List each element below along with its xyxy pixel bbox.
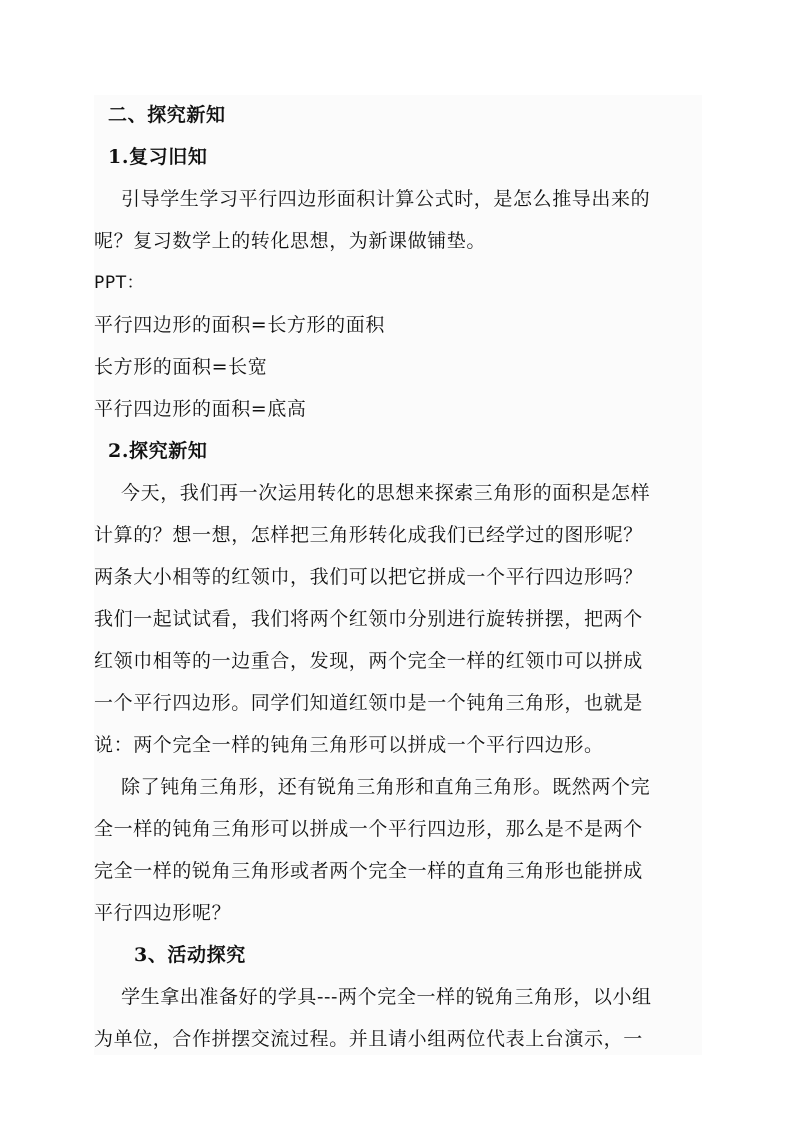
section2-paragraph1-line-5: 红领巾相等的一边重合，发现，两个完全一样的红领巾可以拼成 xyxy=(94,650,643,672)
section2-paragraph1-line-4: 我们一起试试看，我们将两个红领巾分别进行旋转拼摆，把两个 xyxy=(94,608,643,630)
section2-paragraph2-line-4: 平行四边形呢？ xyxy=(94,902,232,924)
section3-paragraph-line-2: 为单位，合作拼摆交流过程。并且请小组两位代表上台演示，一 xyxy=(94,1028,643,1050)
section2-heading: 2.探究新知 xyxy=(108,440,208,462)
section2-paragraph2-line-1: 除了钝角三角形，还有锐角三角形和直角三角形。既然两个完 xyxy=(121,776,651,798)
section3-heading: 3、活动探究 xyxy=(134,944,246,966)
section1-paragraph-line-2: 呢？复习数学上的转化思想，为新课做铺垫。 xyxy=(94,230,487,252)
section2-paragraph1-line-1: 今天，我们再一次运用转化的思想来探索三角形的面积是怎样 xyxy=(121,482,651,504)
section1-heading: 1.复习旧知 xyxy=(108,146,208,168)
ppt-label: PPT： xyxy=(94,273,145,293)
section3-paragraph-line-1: 学生拿出准备好的学具---两个完全一样的锐角三角形，以小组 xyxy=(121,986,652,1008)
formula-line-3: 平行四边形的面积=底高 xyxy=(94,398,307,420)
main-heading: 二、探究新知 xyxy=(108,104,226,126)
section2-paragraph1-line-6: 一个平行四边形。同学们知道红领巾是一个钝角三角形，也就是 xyxy=(94,692,643,714)
formula-line-1: 平行四边形的面积=长方形的面积 xyxy=(94,314,385,336)
formula-line-2: 长方形的面积=长宽 xyxy=(94,356,268,378)
section2-paragraph1-line-2: 计算的？想一想，怎样把三角形转化成我们已经学过的图形呢？ xyxy=(94,524,643,546)
section2-paragraph1-line-3: 两条大小相等的红领巾，我们可以把它拼成一个平行四边形吗？ xyxy=(94,566,643,588)
section2-paragraph2-line-2: 全一样的钝角三角形可以拼成一个平行四边形，那么是不是两个 xyxy=(94,818,643,840)
section1-paragraph-line-1: 引导学生学习平行四边形面积计算公式时，是怎么推导出来的 xyxy=(121,188,651,210)
section2-paragraph1-line-7: 说：两个完全一样的钝角三角形可以拼成一个平行四边形。 xyxy=(94,734,604,756)
section2-paragraph2-line-3: 完全一样的锐角三角形或者两个完全一样的直角三角形也能拼成 xyxy=(94,860,643,882)
